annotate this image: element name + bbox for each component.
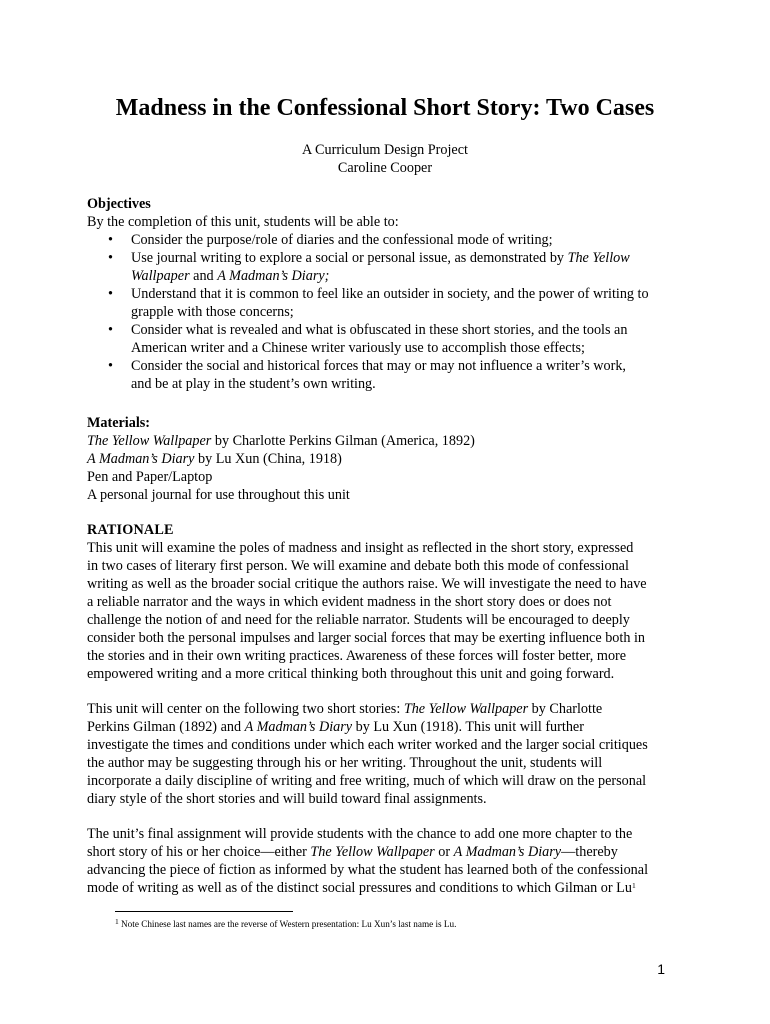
text-run: incorporate a daily discipline of writing and free writing, much of which will draw on the personal bbox=[87, 773, 647, 789]
paragraph-line bbox=[87, 593, 697, 611]
rationale-paragraph bbox=[87, 539, 697, 683]
paragraph-line bbox=[87, 825, 697, 843]
text-run: by Charlotte bbox=[528, 701, 603, 717]
objective-line bbox=[131, 285, 687, 303]
text-run: mode of writing as well as of the distinct social pressures and conditions to which Gilman or Lu bbox=[87, 880, 632, 896]
text-run: This unit will center on the following two short stories: bbox=[87, 701, 404, 717]
material-item bbox=[87, 432, 687, 450]
paragraph-line bbox=[87, 879, 697, 897]
text-run: —thereby bbox=[561, 844, 618, 860]
text-run: Consider what is revealed and what is obfuscated in these short stories, and the tools an bbox=[131, 322, 628, 338]
bullet-icon: • bbox=[108, 286, 113, 302]
objective-item bbox=[87, 249, 687, 285]
text-run: and be at play in the student’s own writing. bbox=[131, 376, 376, 392]
text-run: Perkins Gilman (1892) and bbox=[87, 719, 245, 735]
objectives-section bbox=[87, 195, 687, 393]
text-run: empowered writing and a more critical thinking both throughout this unit and going forward. bbox=[87, 666, 615, 682]
paragraph-line bbox=[87, 539, 697, 557]
objective-line bbox=[131, 321, 687, 339]
materials-section bbox=[87, 414, 687, 504]
footnote-separator bbox=[115, 911, 293, 912]
objective-item bbox=[87, 357, 687, 393]
paragraph-line bbox=[87, 772, 697, 790]
rationale-section bbox=[87, 521, 697, 897]
paragraph-line bbox=[87, 718, 697, 736]
text-run: Use journal writing to explore a social or personal issue, as demonstrated by bbox=[131, 250, 568, 266]
paragraph-line bbox=[87, 843, 697, 861]
italic-title: A Madman’s Diary bbox=[87, 451, 195, 467]
objectives-heading: Objectives bbox=[87, 196, 151, 212]
objective-line bbox=[131, 249, 687, 267]
italic-title: A Madman’s Diary bbox=[453, 844, 562, 860]
material-item bbox=[87, 468, 687, 486]
materials-list bbox=[87, 432, 687, 504]
text-run: Understand that it is common to feel like an outsider in society, and the power of writing to bbox=[131, 286, 649, 302]
bullet-icon: • bbox=[108, 358, 113, 374]
text-run: American writer and a Chinese writer variously use to accomplish those effects; bbox=[131, 340, 585, 356]
text-run: Consider the social and historical forces that may or may not influence a writer’s work, bbox=[131, 358, 626, 374]
text-run: This unit will examine the poles of madness and insight as reflected in the short story, expressed bbox=[87, 540, 634, 556]
document-title: Madness in the Confessional Short Story: Two Cases bbox=[115, 95, 655, 121]
paragraph-line bbox=[87, 736, 697, 754]
paragraph-line bbox=[87, 754, 697, 772]
paragraph-line bbox=[87, 557, 697, 575]
footnote-text: Note Chinese last names are the reverse of Western presentation: Lu Xun’s last name is Lu. bbox=[118, 919, 457, 929]
italic-title: The Yellow Wallpaper bbox=[403, 701, 529, 717]
text-run: or bbox=[434, 844, 454, 860]
materials-heading: Materials: bbox=[87, 415, 151, 431]
text-run: writing as well as the broader social critique the authors raise. We will investigate the need to have bbox=[87, 576, 647, 592]
objective-line bbox=[131, 339, 687, 357]
text-run: The unit’s final assignment will provide students with the chance to add one more chapter to the bbox=[87, 826, 633, 842]
objective-line bbox=[131, 375, 687, 393]
footnote-ref: 1 bbox=[631, 881, 636, 890]
bullet-icon: • bbox=[108, 322, 113, 338]
paragraph-line bbox=[87, 861, 697, 879]
text-run: by Lu Xun (China, 1918) bbox=[194, 451, 342, 467]
text-run: consider both the personal impulses and larger social forces that may be exerting influence both in bbox=[87, 630, 646, 646]
italic-title: The Yellow Wallpaper bbox=[87, 433, 212, 449]
paragraph-line bbox=[87, 629, 697, 647]
objective-item bbox=[87, 321, 687, 357]
footnote-marker: 1 bbox=[115, 917, 119, 926]
italic-title: A Madman’s Diary bbox=[244, 719, 353, 735]
objective-item bbox=[87, 285, 687, 321]
italic-title: Wallpaper bbox=[131, 268, 190, 284]
material-item bbox=[87, 450, 687, 468]
objective-item bbox=[87, 231, 687, 249]
text-run: in two cases of literary first person. We will examine and debate both this mode of confessional bbox=[87, 558, 629, 574]
rationale-paragraph bbox=[87, 825, 697, 897]
text-run: and bbox=[189, 268, 218, 284]
bullet-icon: • bbox=[108, 232, 113, 248]
text-run: challenge the notion of and need for the reliable narrator. Students will be encouraged to deeply bbox=[87, 612, 630, 628]
text-run: A personal journal for use throughout this unit bbox=[87, 487, 350, 503]
objectives-list bbox=[87, 231, 687, 393]
text-run: the stories and in their own writing practices. Awareness of these forces will foster better, more bbox=[87, 648, 627, 664]
document-author: Caroline Cooper bbox=[337, 160, 433, 176]
objective-line bbox=[131, 357, 687, 375]
paragraph-line bbox=[87, 611, 697, 629]
text-run: investigate the times and conditions under which each writer worked and the larger social critiques bbox=[87, 737, 648, 753]
paragraph-line bbox=[87, 575, 697, 593]
rationale-heading: RATIONALE bbox=[87, 522, 174, 538]
text-run: by Charlotte Perkins Gilman (America, 1892) bbox=[211, 433, 475, 449]
bullet-icon: • bbox=[108, 250, 113, 266]
paragraph-line bbox=[87, 665, 697, 683]
footnote bbox=[115, 918, 675, 930]
rationale-paragraph bbox=[87, 700, 697, 808]
text-run: Consider the purpose/role of diaries and the confessional mode of writing; bbox=[131, 232, 553, 248]
text-run: the author may be suggesting through his or her writing. Throughout the unit, students will bbox=[87, 755, 603, 771]
italic-title: The Yellow bbox=[567, 250, 630, 266]
paragraph-line bbox=[87, 700, 697, 718]
objective-line bbox=[131, 267, 687, 285]
objective-line bbox=[131, 231, 687, 249]
text-run: Pen and Paper/Laptop bbox=[87, 469, 213, 485]
document-byline bbox=[0, 141, 770, 177]
text-run: by Lu Xun (1918). This unit will further bbox=[352, 719, 584, 735]
text-run: grapple with those concerns; bbox=[131, 304, 294, 320]
objective-line bbox=[131, 303, 687, 321]
text-run: short story of his or her choice—either bbox=[87, 844, 311, 860]
paragraph-line bbox=[87, 647, 697, 665]
italic-title: The Yellow Wallpaper bbox=[310, 844, 435, 860]
material-item bbox=[87, 486, 687, 504]
objectives-intro: By the completion of this unit, students will be able to: bbox=[87, 214, 399, 230]
text-run: advancing the piece of fiction as informed by what the student has learned both of the confessional bbox=[87, 862, 649, 878]
page-number: 1 bbox=[657, 961, 665, 977]
paragraph-line bbox=[87, 790, 697, 808]
text-run: diary style of the short stories and will build toward final assignments. bbox=[87, 791, 487, 807]
rationale-body bbox=[87, 539, 697, 897]
document-subtitle: A Curriculum Design Project bbox=[302, 142, 468, 158]
italic-title: A Madman’s Diary; bbox=[217, 268, 330, 284]
text-run: a reliable narrator and the ways in which evident madness in the short story does or does not bbox=[87, 594, 612, 610]
